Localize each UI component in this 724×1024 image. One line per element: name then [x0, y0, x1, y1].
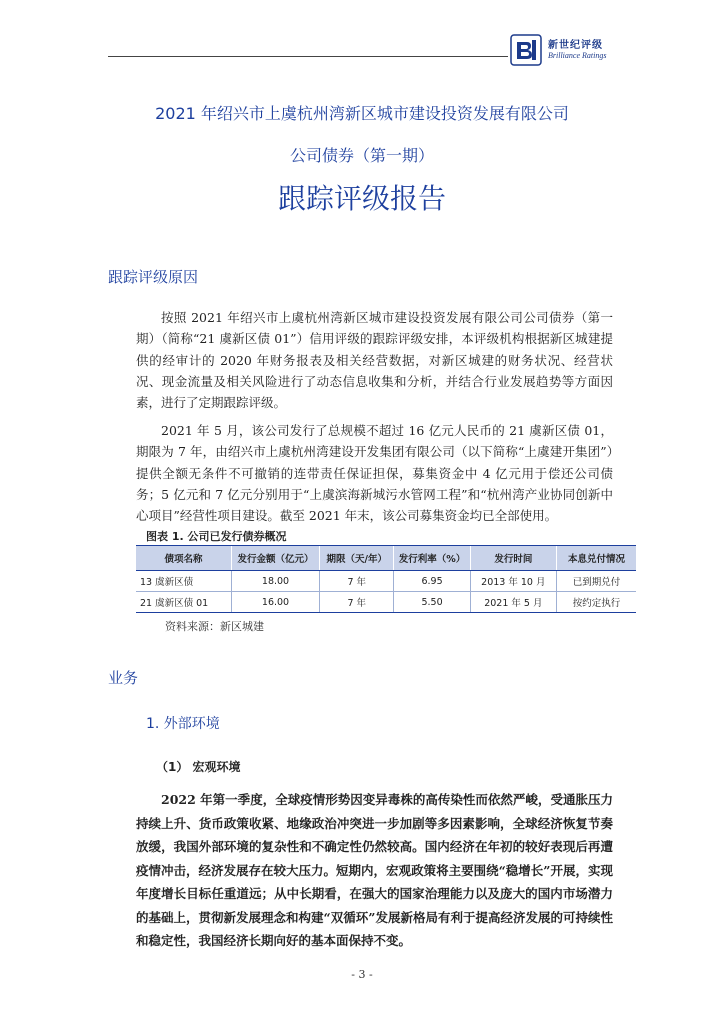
- column-header: 发行利率（%）: [394, 546, 470, 571]
- page-number: - 3 -: [351, 968, 373, 981]
- paragraph-bond-issuance: 2021 年 5 月，该公司发行了总规模不超过 16 亿元人民币的 21 虞新区债 01，期限为 7 年，由绍兴市上虞杭州湾建设开发集团有限公司（以下简称“上虞建开集团”）提供全额无条件不可撤销的连带责任保证担保，募集资金中 4 亿元用于偿还公司债务；5 亿元和 7 亿元分别用于“上虞滨海新城污水管网工程”和“杭州湾产业协同创新中心项目”经营性项目建设。截至 2021 年末，该公司募集资金均已全部使用。: [136, 423, 613, 524]
- section-heading-business: 业务: [108, 669, 139, 687]
- table-cell: 16.00: [231, 592, 319, 613]
- table-cell: 2021 年 5 月: [470, 592, 556, 613]
- table-cell: 7 年: [320, 592, 394, 613]
- subsection-heading-external-environment: 1. 外部环境: [146, 716, 220, 732]
- report-main-title: 跟踪评级报告: [277, 182, 446, 215]
- section-heading-rating-reason: 跟踪评级原因: [108, 268, 199, 286]
- table-cell: 已到期兑付: [556, 571, 636, 592]
- table-caption: 图表 1. 公司已发行债券概况: [146, 530, 287, 543]
- table-header-row: [136, 546, 636, 571]
- column-header: 期限（天/年）: [320, 546, 394, 571]
- column-header: 债项名称: [136, 546, 231, 571]
- brilliance-logo-icon: [510, 34, 542, 66]
- bonds-table: [136, 545, 636, 613]
- report-title-line1: 2021 年绍兴市上虞杭州湾新区城市建设投资发展有限公司: [155, 104, 569, 123]
- table-cell: 7 年: [320, 571, 394, 592]
- table-cell: 5.50: [394, 592, 470, 613]
- table-source-note: 资料来源：新区城建: [165, 620, 264, 633]
- paragraph-macro-environment: 2022 年第一季度，全球疫情形势因变异毒株的高传染性而依然严峻，受通胀压力持续上升、货币政策收紧、地缘政治冲突进一步加剧等多因素影响，全球经济恢复节奏放缓，我国外部环境的复杂性和不确定性仍然较高。国内经济在年初的较好表现后再遭疫情冲击，经济发展存在较大压力。短期内，宏观政策将主要围绕“稳增长”开展，实现年度增长目标任重道远；从中长期看，在强大的国家治理能力以及庞大的国内市场潜力的基础上，贯彻新发展理念和构建“双循环”发展新格局有利于提高经济发展的可持续性和稳定性，我国经济长期向好的基本面保持不变。: [136, 792, 613, 948]
- column-header: 发行金额（亿元）: [231, 546, 319, 571]
- column-header: 发行时间: [470, 546, 556, 571]
- header-rule: [108, 56, 508, 57]
- logo-chinese-name: 新世纪评级: [548, 40, 603, 51]
- brand-logo: [510, 34, 620, 66]
- table-cell: 6.95: [394, 571, 470, 592]
- table-row: [136, 592, 636, 613]
- report-title-line2: 公司债券（第一期）: [289, 146, 434, 165]
- paragraph-rating-reason: 按照 2021 年绍兴市上虞杭州湾新区城市建设投资发展有限公司公司债券（第一期）（简称“21 虞新区债 01”）信用评级的跟踪评级安排，本评级机构根据新区城建提供的经审计的 2020 年财务报表及相关经营数据，对新区城建的财务状况、经营状况、现金流量及相关风险进行了动态信息收集和分析，并结合行业发展趋势等方面因素，进行了定期跟踪评级。: [136, 310, 613, 411]
- table-cell: 2013 年 10 月: [470, 571, 556, 592]
- table-cell: 21 虞新区债 01: [136, 592, 231, 613]
- column-header: 本息兑付情况: [556, 546, 636, 571]
- table-cell: 18.00: [231, 571, 319, 592]
- table-row: [136, 571, 636, 592]
- table-cell: 按约定执行: [556, 592, 636, 613]
- table-cell: 13 虞新区债: [136, 571, 231, 592]
- subsection-heading-macro-environment: （1） 宏观环境: [156, 760, 241, 774]
- logo-english-name: Brilliance Ratings: [548, 51, 607, 60]
